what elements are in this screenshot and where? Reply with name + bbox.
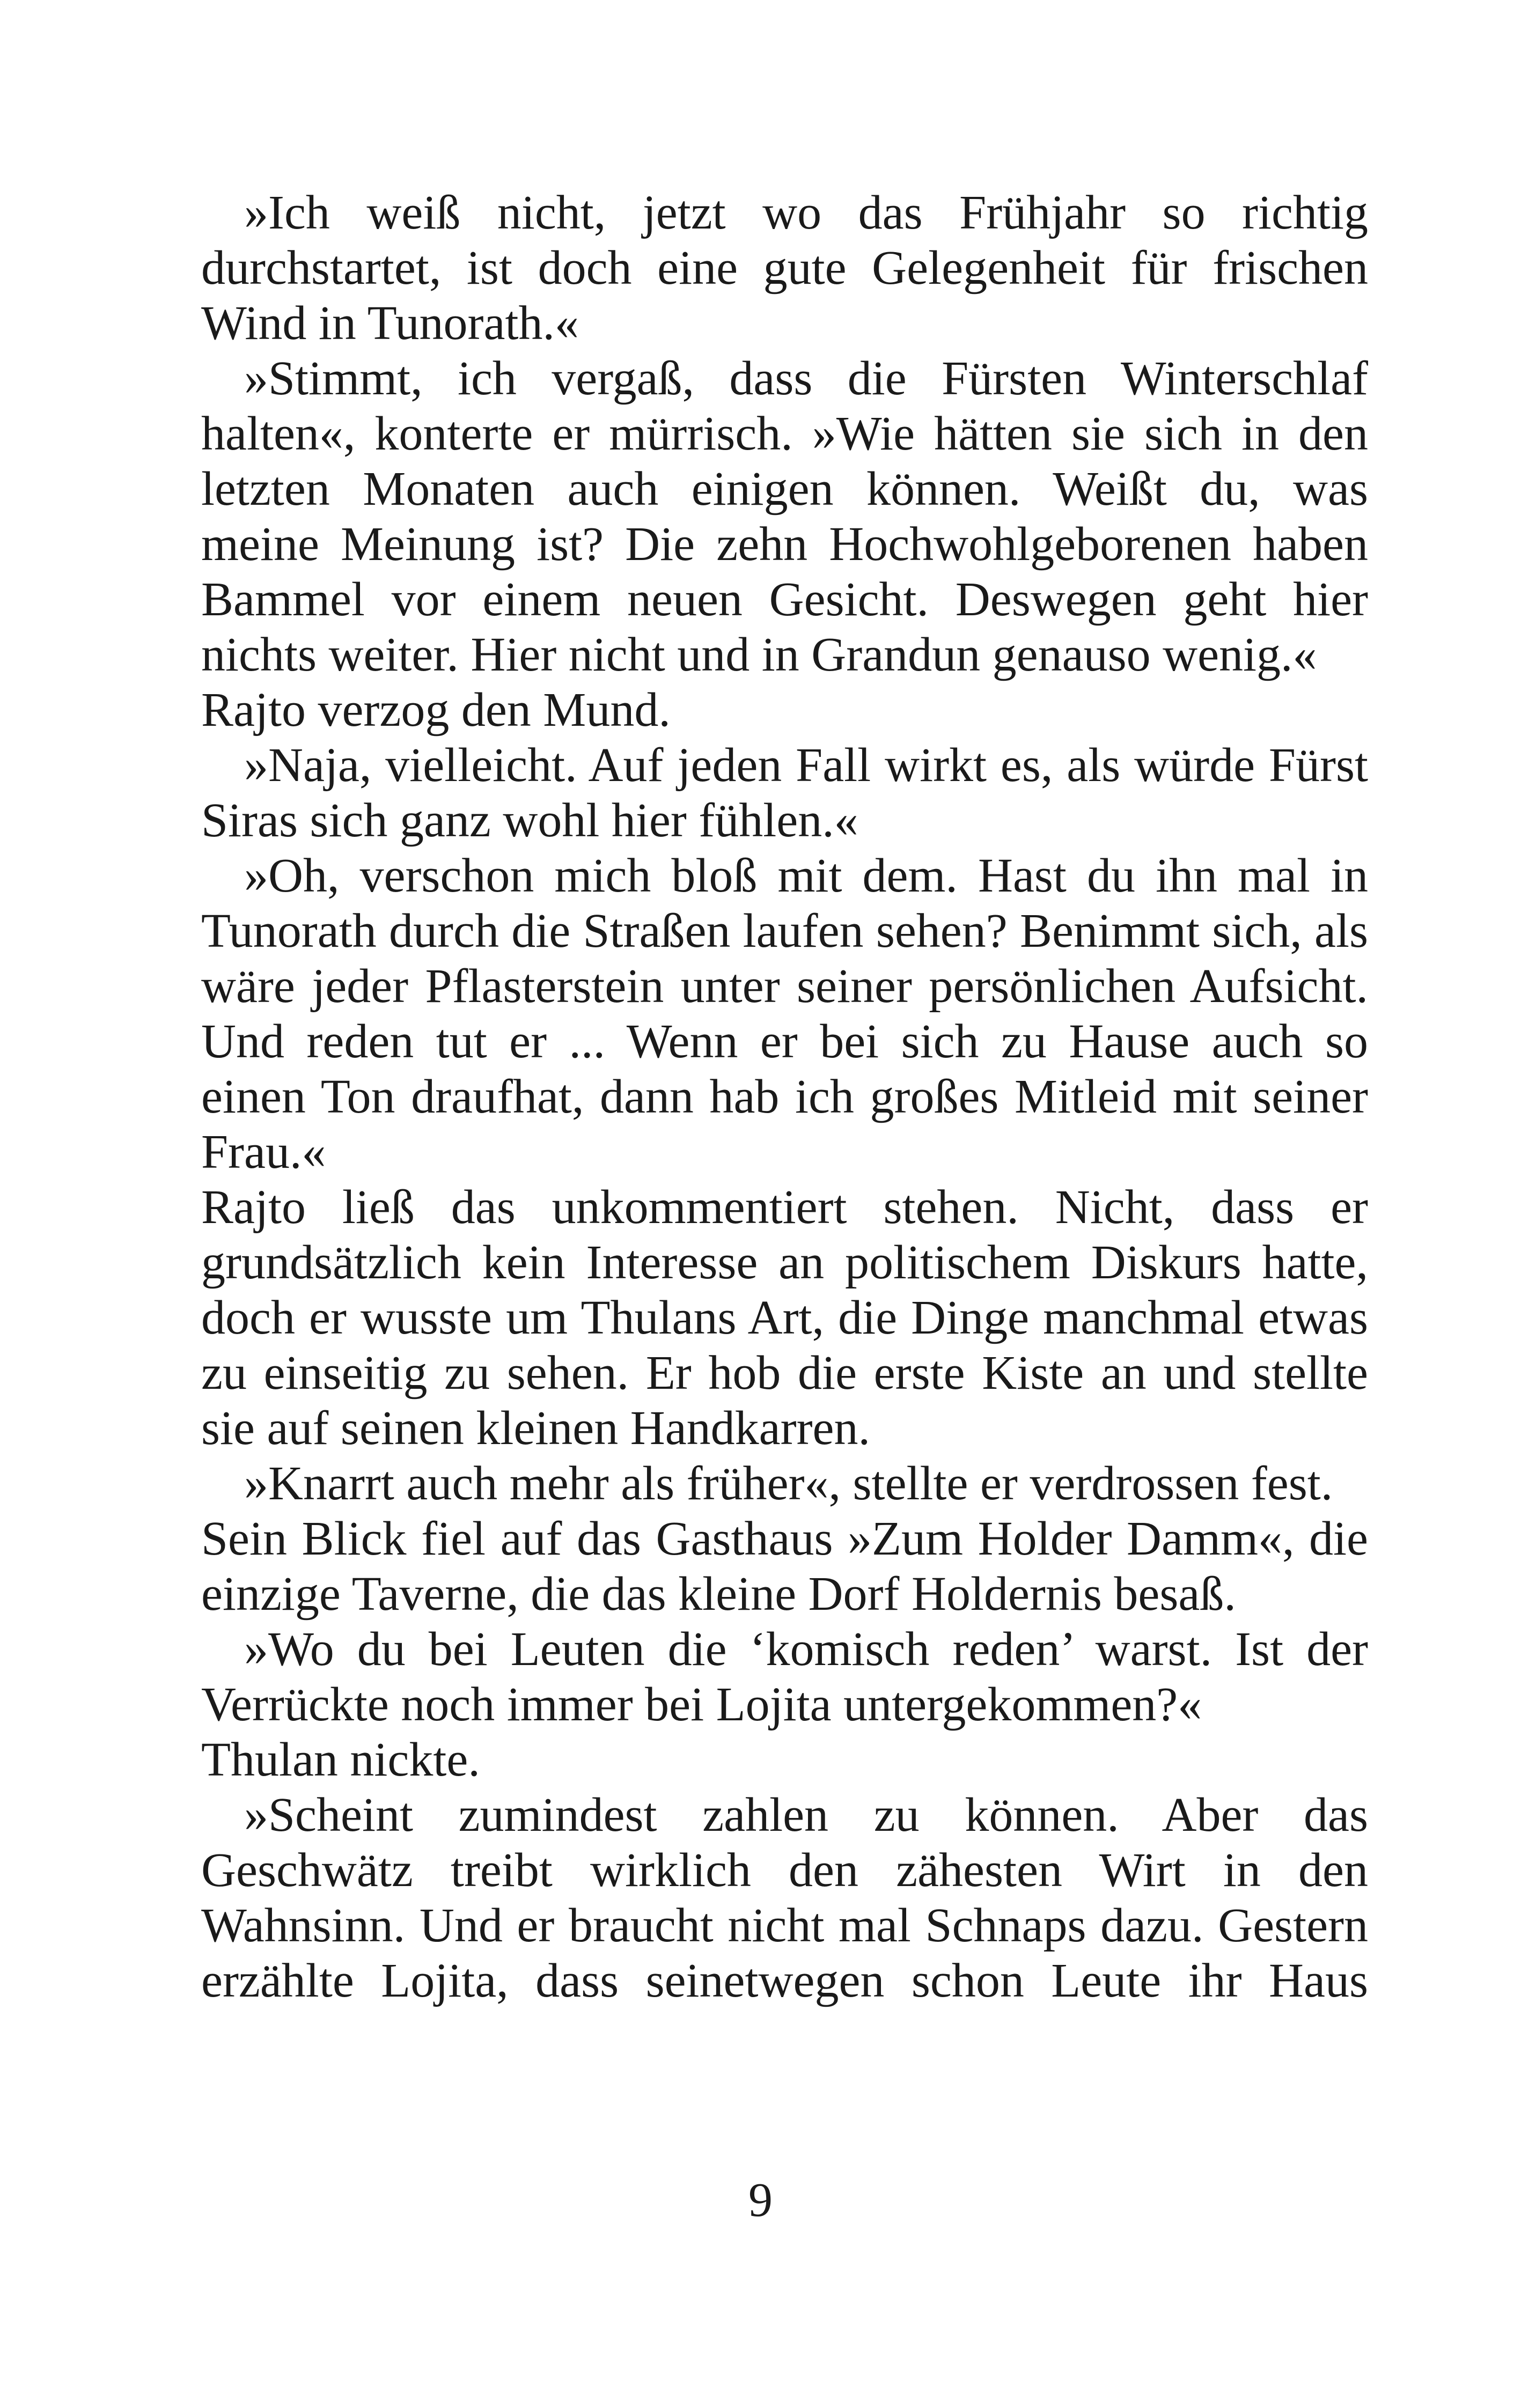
text-line: »Wo du bei Leuten die ‘komisch reden’ warst. Ist der xyxy=(244,1623,1368,1676)
text-line: meine Meinung ist? Die zehn Hochwohlgeborenen haben xyxy=(201,518,1368,571)
text-line: sie auf seinen kleinen Handkarren. xyxy=(201,1402,870,1455)
text-line: Geschwätz treibt wirklich den zähesten Wirt in den xyxy=(201,1844,1368,1897)
text-line: wäre jeder Pflasterstein unter seiner persönlichen Aufsicht. xyxy=(201,960,1368,1013)
text-line: erzählte Lojita, dass seinetwegen schon Leute ihr Haus xyxy=(201,1954,1368,2007)
text-line: nichts weiter. Hier nicht und in Grandun genauso wenig.« xyxy=(201,628,1317,681)
text-line: »Naja, vielleicht. Auf jeden Fall wirkt es, als würde Fürst xyxy=(244,739,1368,792)
text-line: zu einseitig zu sehen. Er hob die erste Kiste an und stellte xyxy=(201,1346,1368,1400)
text-line: grundsätzlich kein Interesse an politischem Diskurs hatte, xyxy=(201,1236,1368,1289)
text-line: »Stimmt, ich vergaß, dass die Fürsten Winterschlaf xyxy=(244,352,1368,405)
page-body xyxy=(201,185,1368,2008)
text-line: Frau.« xyxy=(201,1125,326,1179)
text-line: »Ich weiß nicht, jetzt wo das Frühjahr so richtig xyxy=(244,186,1368,239)
text-line: »Scheint zumindest zahlen zu können. Aber das xyxy=(244,1788,1368,1842)
text-line: Thulan nickte. xyxy=(201,1733,480,1786)
text-line: einzige Taverne, die das kleine Dorf Holdernis besaß. xyxy=(201,1567,1236,1621)
text-line: Tunorath durch die Straßen laufen sehen? Benimmt sich, als xyxy=(201,904,1368,958)
text-line: Sein Blick fiel auf das Gasthaus »Zum Holder Damm«, die xyxy=(201,1512,1368,1565)
text-line: letzten Monaten auch einigen können. Weißt du, was xyxy=(201,462,1368,516)
text-line: Verrückte noch immer bei Lojita untergekommen?« xyxy=(201,1678,1202,1731)
text-line: durchstartet, ist doch eine gute Gelegenheit für frischen xyxy=(201,241,1368,294)
text-line: halten«, konterte er mürrisch. »Wie hätten sie sich in den xyxy=(201,407,1368,460)
text-line: einen Ton draufhat, dann hab ich großes Mitleid mit seiner xyxy=(201,1070,1368,1123)
text-line: doch er wusste um Thulans Art, die Dinge manchmal etwas xyxy=(201,1291,1368,1344)
text-line: Und reden tut er ... Wenn er bei sich zu Hause auch so xyxy=(201,1015,1368,1068)
page-number: 9 xyxy=(748,2174,773,2227)
text-line: Rajto verzog den Mund. xyxy=(201,683,671,737)
text-line: »Knarrt auch mehr als früher«, stellte er verdrossen fest. xyxy=(244,1457,1333,1510)
text-line: Siras sich ganz wohl hier fühlen.« xyxy=(201,794,858,847)
text-line: Wahnsinn. Und er braucht nicht mal Schnaps dazu. Gestern xyxy=(201,1899,1368,1952)
text-line: »Oh, verschon mich bloß mit dem. Hast du ihn mal in xyxy=(244,849,1368,902)
text-line: Rajto ließ das unkommentiert stehen. Nicht, dass er xyxy=(201,1181,1368,1234)
text-line: Bammel vor einem neuen Gesicht. Deswegen geht hier xyxy=(201,573,1368,626)
text-line: Wind in Tunorath.« xyxy=(201,297,579,350)
